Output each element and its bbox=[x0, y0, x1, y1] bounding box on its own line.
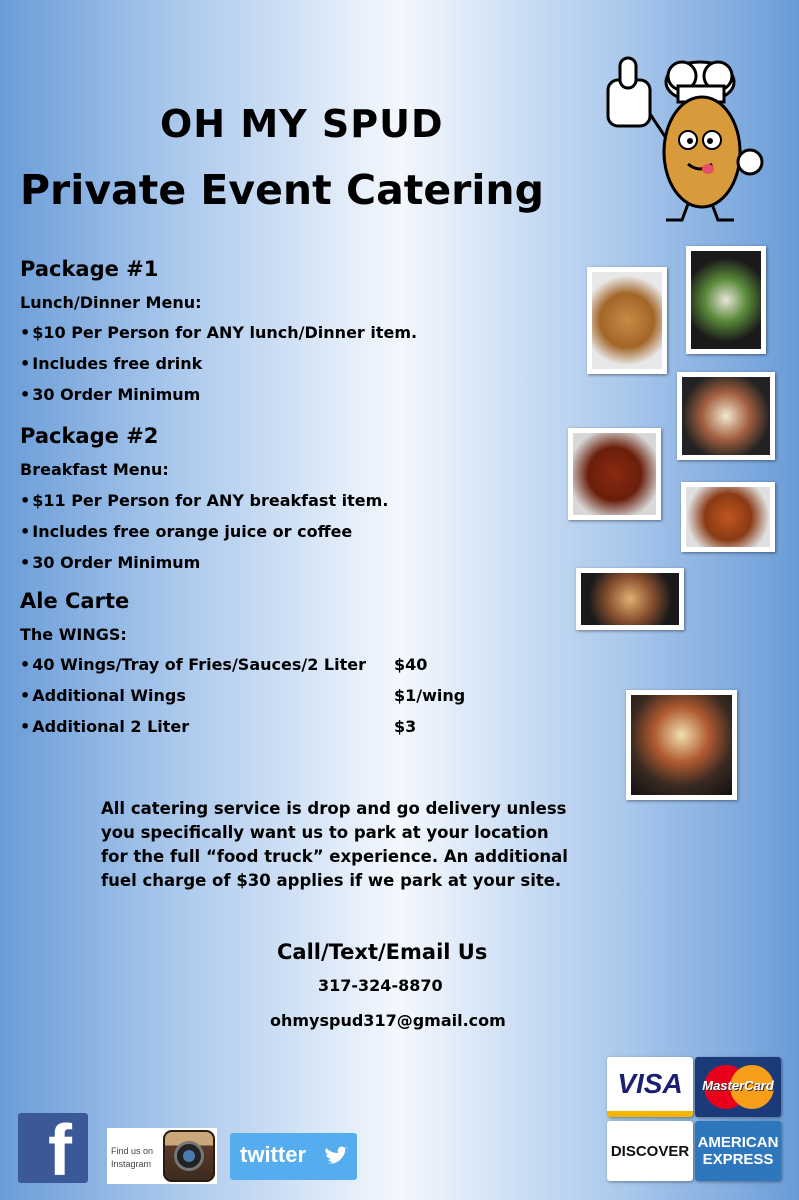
food-photo-loaded-potato bbox=[626, 690, 737, 800]
ale-carte-item: • Additional Wings $1/wing bbox=[20, 686, 466, 705]
visa-card-logo: VISA bbox=[607, 1057, 693, 1117]
instagram-label: Instagram bbox=[111, 1159, 152, 1169]
package-2-heading: Package #2 bbox=[20, 424, 159, 448]
twitter-bird-icon bbox=[323, 1146, 349, 1168]
facebook-icon: f bbox=[48, 1113, 72, 1183]
ale-carte-subheading: The WINGS: bbox=[20, 625, 127, 644]
contact-heading: Call/Text/Email Us bbox=[277, 940, 488, 964]
package-1-subheading: Lunch/Dinner Menu: bbox=[20, 293, 202, 312]
food-photo-fried-chicken bbox=[587, 267, 667, 374]
ale-carte-price: $3 bbox=[394, 717, 417, 736]
ale-carte-price: $1/wing bbox=[394, 686, 466, 705]
food-photo-bbq-wings bbox=[568, 428, 661, 520]
package-2-item: • $11 Per Person for ANY breakfast item. bbox=[20, 491, 389, 510]
ale-carte-price: $40 bbox=[394, 655, 428, 674]
food-photo-loaded-bowl bbox=[686, 246, 766, 354]
email-address[interactable]: ohmyspud317@gmail.com bbox=[270, 1011, 506, 1030]
package-2-item: • 30 Order Minimum bbox=[20, 553, 201, 572]
amex-card-logo: AMERICAN EXPRESS bbox=[695, 1121, 781, 1181]
ale-carte-item: • 40 Wings/Tray of Fries/Sauces/2 Liter $40 bbox=[20, 655, 428, 674]
package-1-item: • $10 Per Person for ANY lunch/Dinner item. bbox=[20, 323, 418, 342]
instagram-icon bbox=[163, 1130, 215, 1182]
ale-carte-heading: Ale Carte bbox=[20, 589, 130, 613]
twitter-label: twitter bbox=[240, 1142, 306, 1167]
food-photo-potato-salad bbox=[677, 372, 775, 460]
package-1-item: • Includes free drink bbox=[20, 354, 203, 373]
title-line-2: Private Event Catering bbox=[20, 166, 544, 214]
facebook-button[interactable] bbox=[18, 1113, 88, 1183]
instagram-find-us-label: Find us on bbox=[111, 1146, 154, 1156]
package-2-subheading: Breakfast Menu: bbox=[20, 460, 169, 479]
phone-number[interactable]: 317-324-8870 bbox=[318, 976, 443, 995]
package-1-heading: Package #1 bbox=[20, 257, 159, 281]
ale-carte-item: • Additional 2 Liter $3 bbox=[20, 717, 417, 736]
twitter-button[interactable] bbox=[230, 1133, 357, 1180]
food-photo-buffalo-wings bbox=[681, 482, 775, 552]
title-line-1: OH MY SPUD bbox=[160, 102, 444, 146]
potato-chef-mascot bbox=[600, 52, 770, 227]
instagram-button[interactable] bbox=[107, 1128, 217, 1184]
delivery-note: All catering service is drop and go delivery unless you specifically want us to park at your location for the full “food truck” experience. An additional fuel charge of $30 applies if we park at your site. bbox=[101, 799, 568, 890]
discover-card-logo: DISCOVER bbox=[607, 1121, 693, 1181]
food-photo-baked-potato bbox=[576, 568, 684, 630]
package-2-item: • Includes free orange juice or coffee bbox=[20, 522, 353, 541]
mastercard-logo: MasterCard bbox=[695, 1057, 781, 1117]
package-1-item: • 30 Order Minimum bbox=[20, 385, 201, 404]
